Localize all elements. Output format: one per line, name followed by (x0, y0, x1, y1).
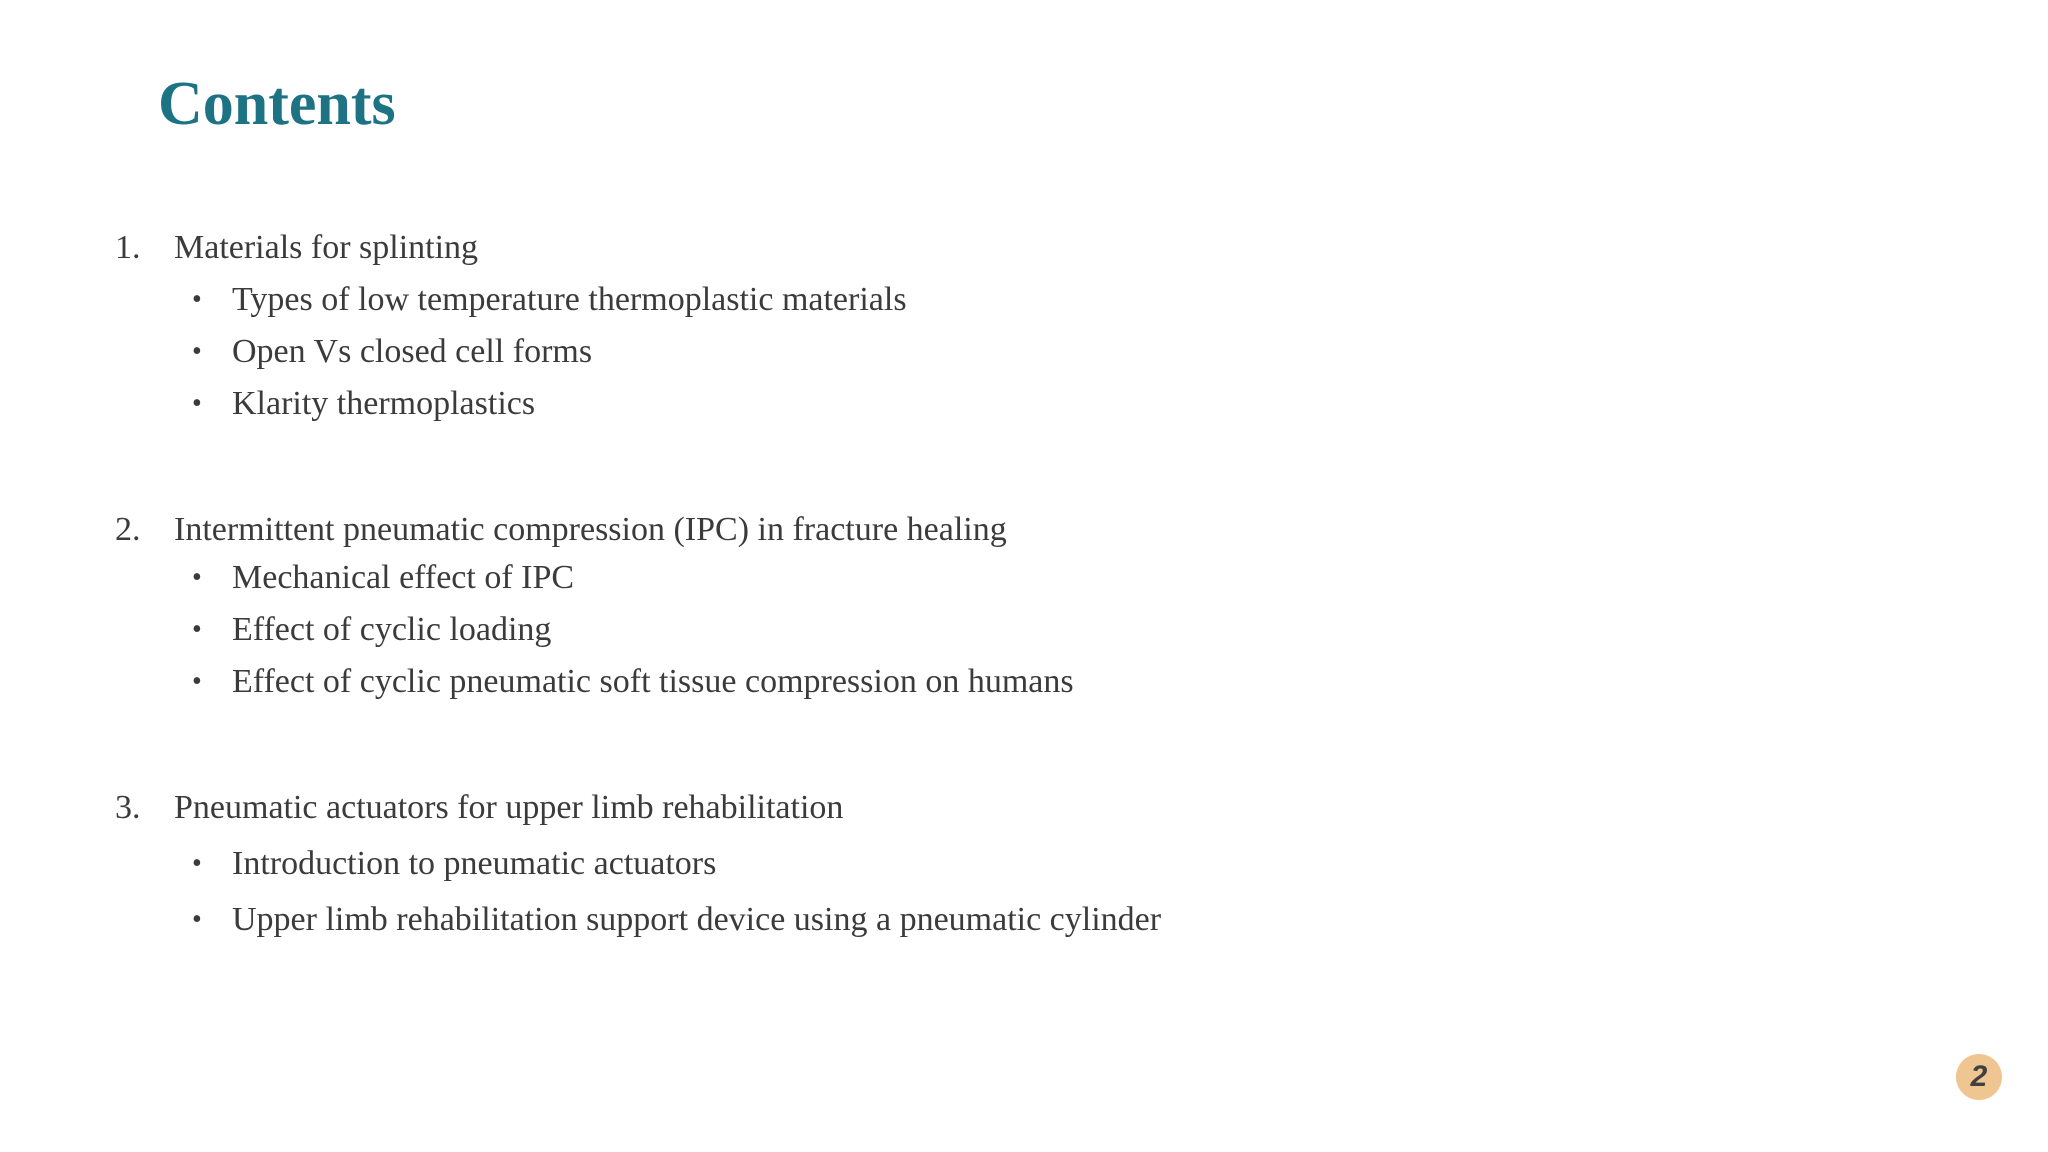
bullet-icon: • (192, 614, 202, 645)
bullet-icon: • (192, 284, 202, 315)
list-item-label: Introduction to pneumatic actuators (232, 845, 717, 882)
bullet-icon: • (192, 388, 202, 419)
section-title: Pneumatic actuators for upper limb rehabilitation (174, 789, 844, 826)
slide-title: Contents (158, 70, 396, 138)
list-item-label: Types of low temperature thermoplastic materials (232, 281, 907, 318)
list-item-label: Effect of cyclic pneumatic soft tissue compression on humans (232, 663, 1074, 700)
bullet-icon: • (192, 848, 202, 879)
bullet-icon: • (192, 666, 202, 697)
list-item-label: Mechanical effect of IPC (232, 559, 575, 596)
section-number: 1. (115, 229, 141, 266)
list-item-label: Klarity thermoplastics (232, 385, 536, 422)
bullet-icon: • (192, 562, 202, 593)
bullet-icon: • (192, 336, 202, 367)
list-item-label: Upper limb rehabilitation support device using a pneumatic cylinder (232, 901, 1162, 938)
bullet-icon: • (192, 904, 202, 935)
list-item-label: Effect of cyclic loading (232, 611, 552, 648)
page-number-badge: 2 (1956, 1054, 2002, 1100)
section-number: 2. (115, 511, 141, 548)
section-title: Materials for splinting (174, 229, 479, 266)
list-item-label: Open Vs closed cell forms (232, 333, 593, 370)
section-title: Intermittent pneumatic compression (IPC) in fracture healing (174, 511, 1007, 548)
section-number: 3. (115, 789, 141, 826)
